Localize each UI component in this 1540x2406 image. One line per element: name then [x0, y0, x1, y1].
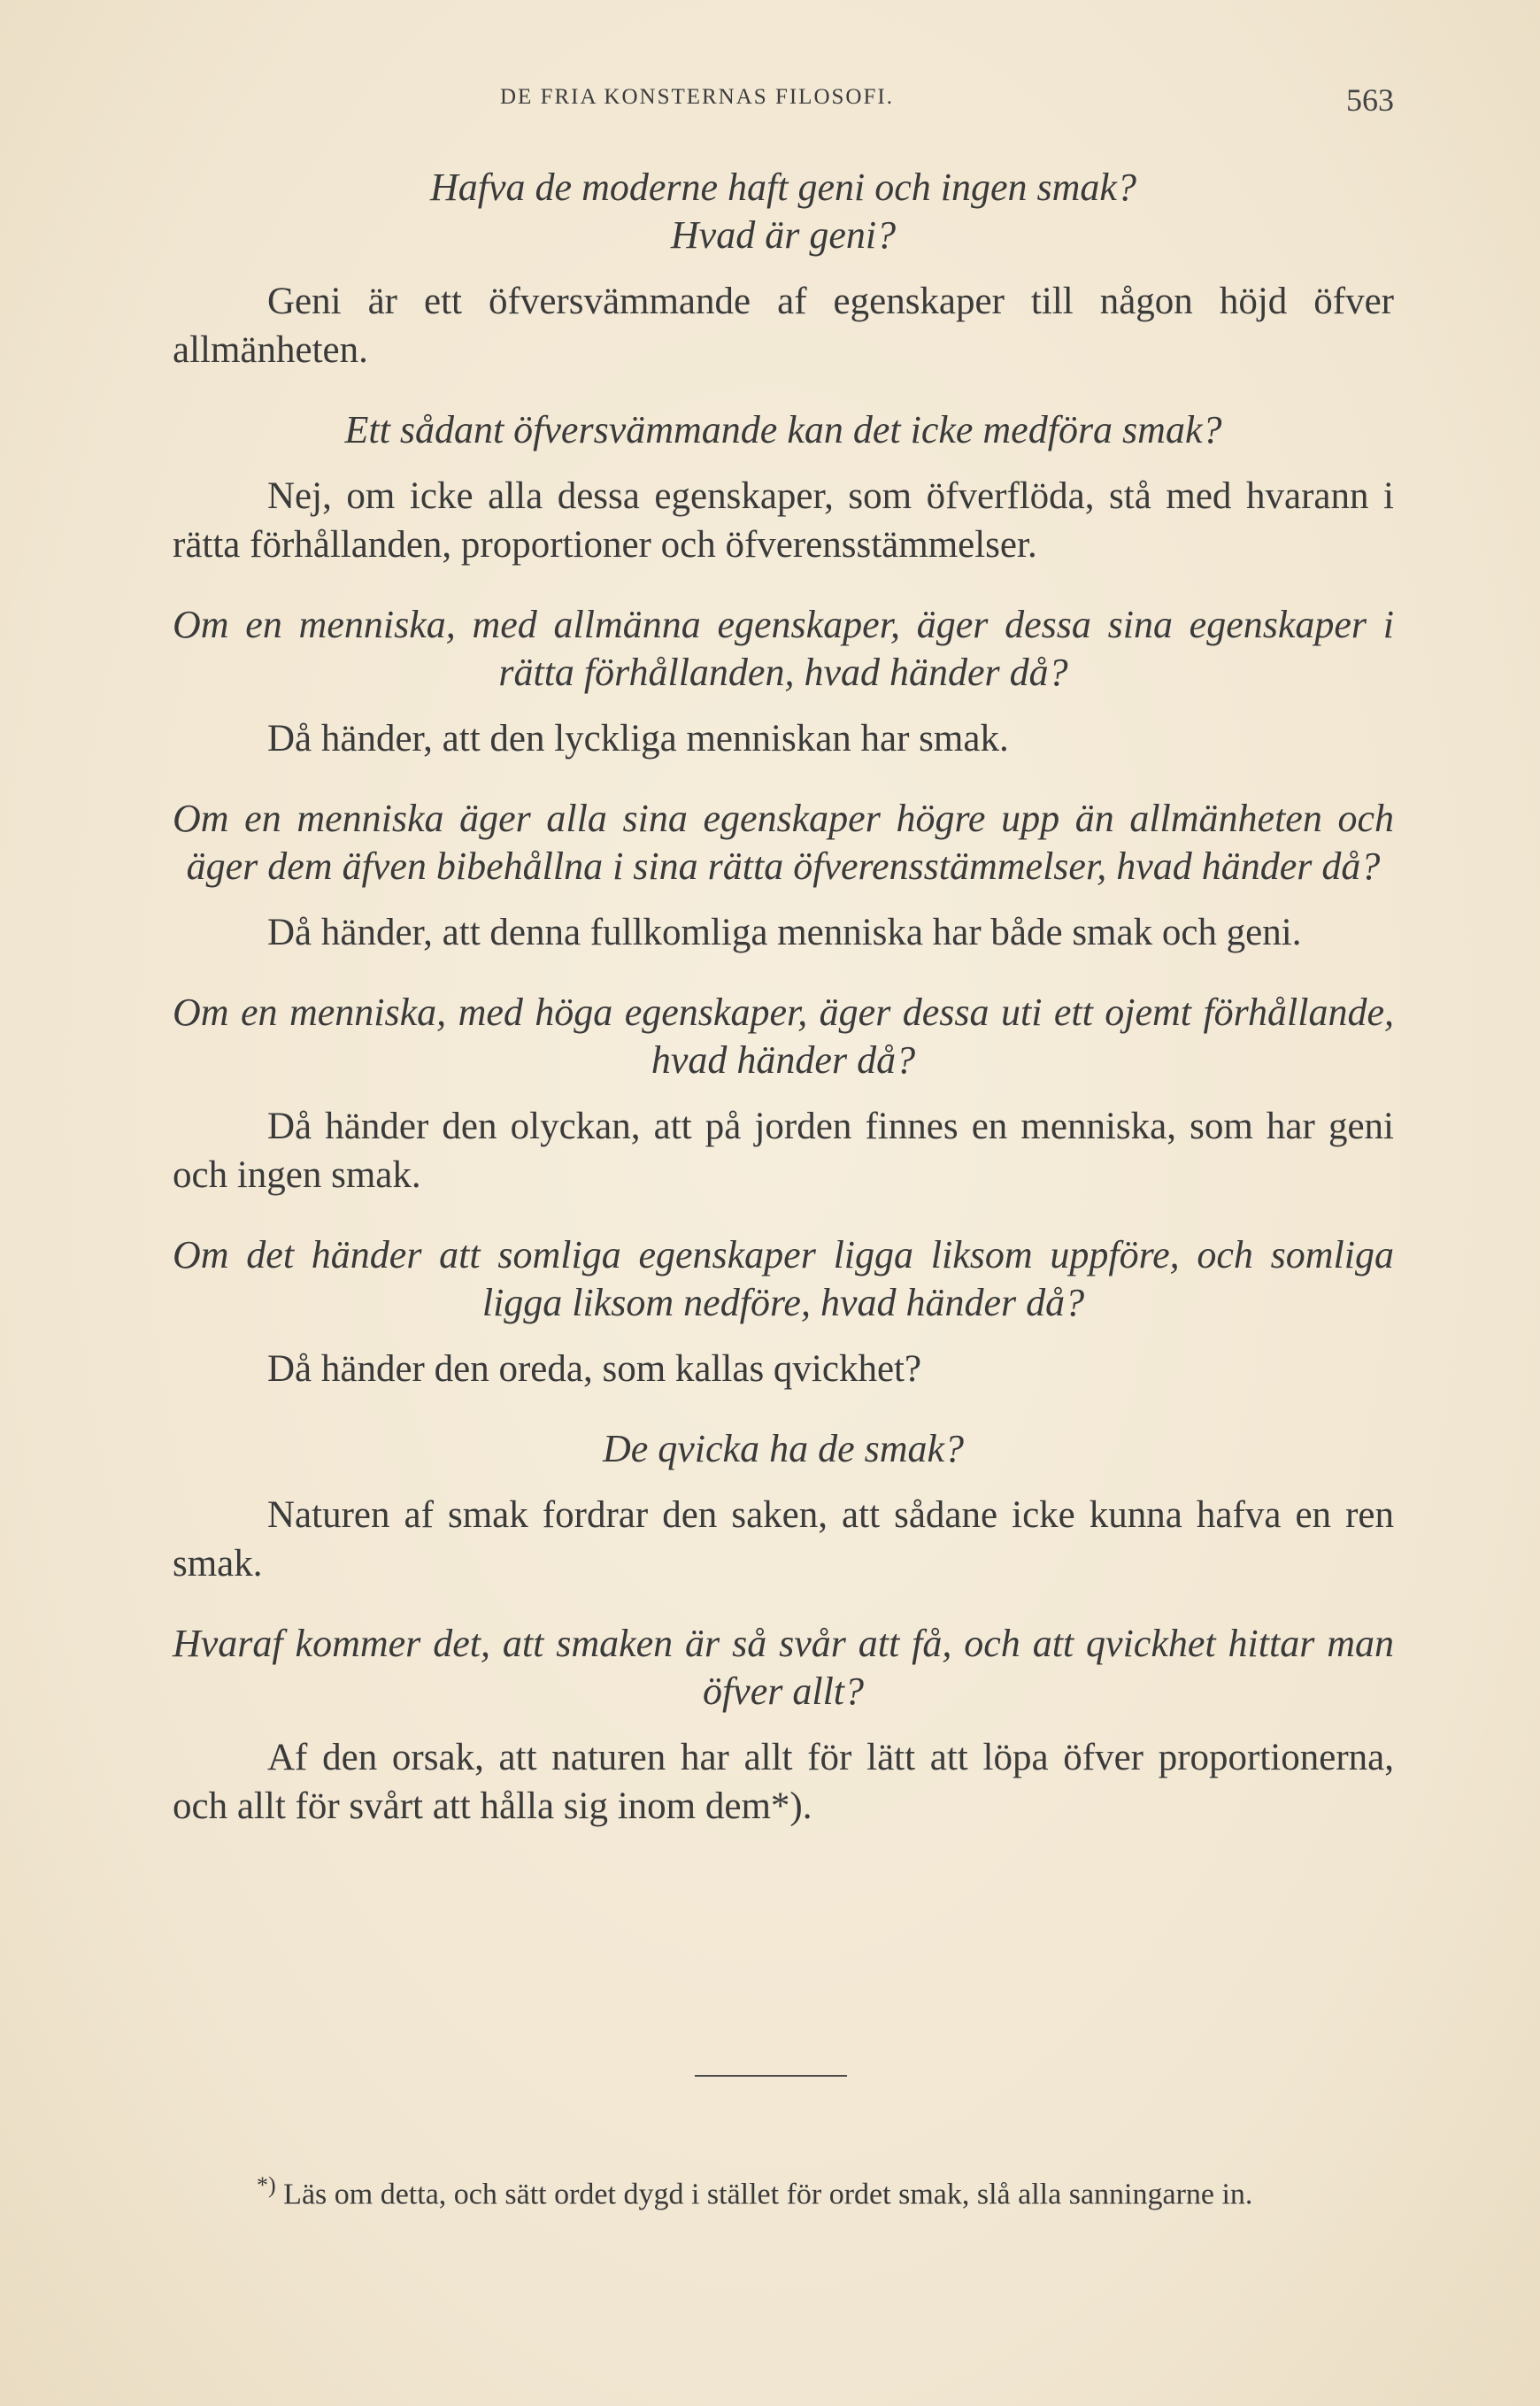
running-title: DE FRIA KONSTERNAS FILOSOFI.: [500, 85, 894, 109]
question: Hafva de moderne haft geni och ingen smak?: [430, 166, 1136, 209]
answer: Geni är ett öfversvämmande af egenskaper till någon höjd öfver allmänheten.: [173, 281, 1394, 371]
page-header: [177, 82, 1394, 120]
page-number: 563: [1346, 82, 1394, 118]
question: Hvad är geni?: [670, 213, 897, 257]
answer: Då händer, att denna fullkomliga menniska har både smak och geni.: [267, 912, 1302, 953]
question: Om en menniska, med allmänna egenskaper, äger dessa sina egenskaper i rätta förhållanden, hvad händer då?: [173, 603, 1394, 694]
answer: Nej, om icke alla dessa egenskaper, som öfverflöda, stå med hvarann i rätta förhållanden, proportioner och öfverensstämmelser.: [173, 475, 1394, 566]
footnote: [168, 2167, 1388, 2213]
answer: Af den orsak, att naturen har allt för lätt att löpa öfver proportionerna, och allt för svårt att hålla sig inom dem*).: [173, 1737, 1394, 1827]
question: Om det händer att somliga egenskaper ligga liksom uppföre, och somliga ligga liksom nedföre, hvad händer då?: [173, 1233, 1394, 1324]
body-text: [173, 164, 1394, 1831]
footnote-marker: *): [257, 2172, 276, 2198]
answer: Naturen af smak fordrar den saken, att sådane icke kunna hafva en ren smak.: [173, 1494, 1394, 1585]
answer: Då händer den olyckan, att på jorden finnes en menniska, som har geni och ingen smak.: [173, 1106, 1394, 1196]
question: Om en menniska äger alla sina egenskaper högre upp än allmänheten och äger dem äfven bibehållna i sina rätta öfverensstämmelser, hvad händer då?: [173, 797, 1394, 888]
answer: Då händer den oreda, som kallas qvickhet?: [267, 1348, 922, 1390]
question: Hvaraf kommer det, att smaken är så svår att få, och att qvickhet hittar man öfver allt?: [173, 1622, 1394, 1713]
question: Ett sådant öfversvämmande kan det icke medföra smak?: [344, 408, 1222, 451]
footnote-rule: [695, 2075, 847, 2077]
question: De qvicka ha de smak?: [602, 1427, 965, 1470]
question: Om en menniska, med höga egenskaper, äger dessa uti ett ojemt förhållande, hvad händer då?: [173, 991, 1394, 1082]
answer: Då händer, att den lyckliga menniskan har smak.: [267, 718, 1009, 760]
footnote-text: Läs om detta, och sätt ordet dygd i stället för ordet smak, slå alla sanningarne in.: [283, 2178, 1253, 2211]
